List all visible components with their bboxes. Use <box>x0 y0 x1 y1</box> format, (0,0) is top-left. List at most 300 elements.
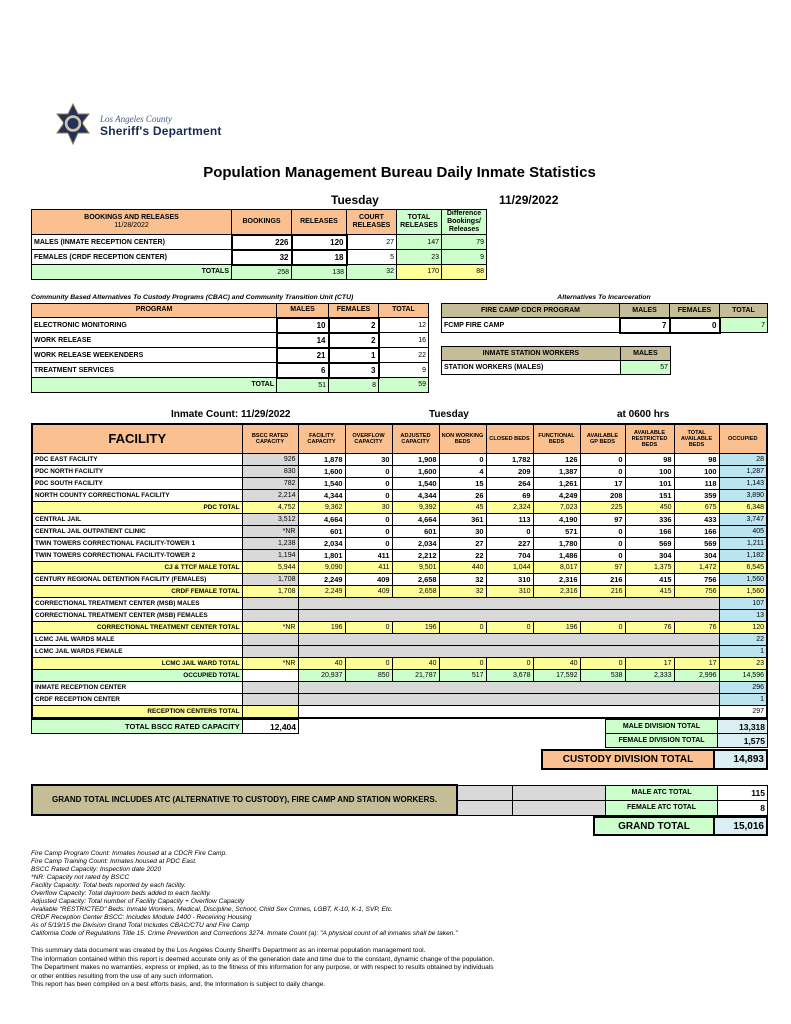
value-cell: 304 <box>674 550 719 562</box>
value-cell: 18 <box>292 250 347 265</box>
value-cell: 98 <box>625 454 674 466</box>
bookings-table <box>31 209 487 280</box>
value-cell: 0 <box>439 658 486 670</box>
value-cell: 76 <box>674 622 719 634</box>
value-cell: 450 <box>625 502 674 514</box>
value-cell: 20,937 <box>298 670 345 682</box>
column-header: FACILITY CAPACITY <box>298 424 345 454</box>
value-cell: 415 <box>625 586 674 598</box>
value-cell: 0 <box>580 466 625 478</box>
report-date-line <box>31 193 768 209</box>
value-cell: 9,362 <box>298 502 345 514</box>
grand-total-band <box>31 784 768 816</box>
facility-row <box>32 682 767 694</box>
value-cell: 30 <box>345 502 392 514</box>
facility-row <box>32 526 767 538</box>
value-cell: 30 <box>345 454 392 466</box>
value-cell: 601 <box>392 526 439 538</box>
column-header: FACILITY <box>32 424 242 454</box>
column-header: PROGRAM <box>32 303 277 318</box>
value-cell: 101 <box>625 478 674 490</box>
value-cell: 2,034 <box>392 538 439 550</box>
value-cell: 1,540 <box>392 478 439 490</box>
value-cell: 601 <box>298 526 345 538</box>
disclaimer-line: This report has been compiled on a best efforts basis, and, the information is subject to daily change. <box>31 981 326 989</box>
value-cell: 704 <box>486 550 533 562</box>
value-cell: 216 <box>580 586 625 598</box>
value-cell: 850 <box>345 670 392 682</box>
facility-row <box>32 694 767 706</box>
table-row <box>594 817 767 835</box>
value-cell: 258 <box>232 265 292 280</box>
column-header: AVAILABLE GP BEDS <box>580 424 625 454</box>
table-header-row <box>32 303 429 318</box>
value-cell: 0 <box>345 490 392 502</box>
merged-cell <box>298 610 719 622</box>
row-label: MALES (INMATE RECEPTION CENTER) <box>32 235 232 250</box>
value-cell: 1,600 <box>392 466 439 478</box>
value-cell: 2,249 <box>298 574 345 586</box>
column-header: TOTAL <box>379 303 429 318</box>
inmate-count-day: Tuesday <box>429 408 469 420</box>
value-cell: 32 <box>439 586 486 598</box>
value-cell: 571 <box>533 526 580 538</box>
value-cell: 1,194 <box>242 550 298 562</box>
value-cell: 126 <box>533 454 580 466</box>
value-cell: 8 <box>718 800 768 815</box>
occupied-cell: 22 <box>719 634 767 646</box>
occupied-cell: 1,287 <box>719 466 767 478</box>
value-cell: 227 <box>486 538 533 550</box>
column-header: Difference Bookings/ Releases <box>442 210 487 235</box>
value-cell: 1,782 <box>486 454 533 466</box>
value-cell: 569 <box>625 538 674 550</box>
column-header: BOOKINGS <box>232 210 292 235</box>
facility-name-cell: OCCUPIED TOTAL <box>32 670 242 682</box>
value-cell: 69 <box>486 490 533 502</box>
merged-cell <box>298 634 719 646</box>
column-header: CLOSED BEDS <box>486 424 533 454</box>
value-cell: 756 <box>674 574 719 586</box>
value-cell: 1,600 <box>298 466 345 478</box>
value-cell: 3,512 <box>242 514 298 526</box>
value-cell: 1,878 <box>298 454 345 466</box>
facility-row <box>32 646 767 658</box>
value-cell: 151 <box>625 490 674 502</box>
cbac-table <box>31 303 429 393</box>
value-cell: 1,486 <box>533 550 580 562</box>
value-cell: 12 <box>379 318 429 333</box>
value-cell: 4,190 <box>533 514 580 526</box>
value-cell <box>242 646 298 658</box>
occupied-cell: 297 <box>719 706 767 719</box>
facility-name-cell: CRDF FEMALE TOTAL <box>32 586 242 598</box>
occupied-cell: 1,143 <box>719 478 767 490</box>
facility-row <box>32 598 767 610</box>
column-header: MALES <box>277 303 329 318</box>
table-row <box>442 318 768 333</box>
facility-name-cell: CORRECTIONAL TREATMENT CENTER (MSB) MALES <box>32 598 242 610</box>
value-cell: 51 <box>277 378 329 393</box>
value-cell: 27 <box>439 538 486 550</box>
value-cell: 2,324 <box>486 502 533 514</box>
grand-total-note: GRAND TOTAL INCLUDES ATC (ALTERNATIVE TO CUSTODY), FIRE CAMP AND STATION WORKERS. <box>32 785 457 815</box>
value-cell: 9,090 <box>298 562 345 574</box>
value-cell: 15 <box>439 478 486 490</box>
empty-cell <box>457 785 512 800</box>
occupied-cell: 3,747 <box>719 514 767 526</box>
agency-header <box>53 104 768 148</box>
occupied-cell: 296 <box>719 682 767 694</box>
value-cell: 1,780 <box>533 538 580 550</box>
occupied-cell: 6,348 <box>719 502 767 514</box>
value-cell: 79 <box>442 235 487 250</box>
value-cell <box>242 610 298 622</box>
value-cell: 1,708 <box>242 586 298 598</box>
value-cell: 216 <box>580 574 625 586</box>
cbac-title: Community Based Alternatives To Custody Programs (CBAC) and Community Transition Unit (CTU) <box>31 293 354 301</box>
value-cell: 4,249 <box>533 490 580 502</box>
value-cell: 170 <box>397 265 442 280</box>
value-cell: 3,678 <box>486 670 533 682</box>
row-label: GRAND TOTAL <box>594 817 714 835</box>
value-cell: 1,708 <box>242 574 298 586</box>
footnote-line: *NR: Capacity not rated by BSCC <box>31 874 130 882</box>
value-cell: 415 <box>625 574 674 586</box>
occupied-cell: 120 <box>719 622 767 634</box>
value-cell: 2 <box>329 333 379 348</box>
value-cell: 310 <box>486 586 533 598</box>
facility-name-cell: CRDF RECEPTION CENTER <box>32 694 242 706</box>
facility-row <box>32 670 767 682</box>
value-cell: 1,044 <box>486 562 533 574</box>
facility-row <box>32 466 767 478</box>
value-cell: 1,908 <box>392 454 439 466</box>
facility-row <box>32 550 767 562</box>
value-cell: 5,944 <box>242 562 298 574</box>
footnote-line: Facility Capacity: Total beds reported by each facility. <box>31 882 186 890</box>
value-cell: 2,658 <box>392 574 439 586</box>
alternatives-title: Alternatives To Incarceration <box>557 293 651 301</box>
value-cell: 2,333 <box>625 670 674 682</box>
value-cell: 0 <box>580 454 625 466</box>
division-totals <box>541 719 768 770</box>
table-header-row <box>32 210 487 235</box>
value-cell <box>242 634 298 646</box>
value-cell: 15,016 <box>714 817 767 835</box>
alternatives-section <box>441 294 767 393</box>
table-row <box>32 785 768 800</box>
value-cell: 0 <box>345 466 392 478</box>
footnote-line: Adjusted Capacity: Total number of Facility Capacity + Overflow Capacity <box>31 898 245 906</box>
value-cell: 336 <box>625 514 674 526</box>
table-header-row <box>442 346 671 360</box>
value-cell: 57 <box>620 360 670 374</box>
facility-row <box>32 622 767 634</box>
facility-row <box>32 538 767 550</box>
table-row <box>32 318 429 333</box>
value-cell: 0 <box>580 538 625 550</box>
table-row <box>32 363 429 378</box>
disclaimer-line: This summary data document was created by the Los Angeles County Sheriff's Department as an internal population management tool. <box>31 947 426 955</box>
row-label: CUSTODY DIVISION TOTAL <box>542 750 714 769</box>
value-cell: *NR <box>242 658 298 670</box>
fire-camp-table <box>441 303 768 334</box>
value-cell: 17 <box>625 658 674 670</box>
value-cell: 1,238 <box>242 538 298 550</box>
bookings-date: 11/28/2022 <box>114 222 149 230</box>
value-cell: 9 <box>379 363 429 378</box>
footnote-line: BSCC Rated Capacity: Inspection date 2020 <box>31 866 162 874</box>
column-header: FEMALES <box>670 303 720 318</box>
value-cell: 4,344 <box>298 490 345 502</box>
column-header: COURT RELEASES <box>347 210 397 235</box>
value-cell: 0 <box>439 454 486 466</box>
value-cell: 4,664 <box>392 514 439 526</box>
value-cell: 517 <box>439 670 486 682</box>
value-cell: 8,017 <box>533 562 580 574</box>
value-cell: 4,752 <box>242 502 298 514</box>
occupied-cell: 1,560 <box>719 574 767 586</box>
facility-name-cell: CENTURY REGIONAL DETENTION FACILITY (FEMALES) <box>32 574 242 586</box>
value-cell: 0 <box>580 526 625 538</box>
value-cell: 8 <box>329 378 379 393</box>
value-cell <box>242 670 298 682</box>
value-cell: 166 <box>674 526 719 538</box>
facility-name-cell: CORRECTIONAL TREATMENT CENTER (MSB) FEMALES <box>32 610 242 622</box>
report-day: Tuesday <box>331 193 379 207</box>
value-cell: 2,214 <box>242 490 298 502</box>
value-cell <box>242 682 298 694</box>
value-cell: 9 <box>442 250 487 265</box>
value-cell: 1 <box>329 348 379 363</box>
value-cell: 209 <box>486 466 533 478</box>
value-cell: 166 <box>625 526 674 538</box>
custody-division-total <box>541 749 768 770</box>
value-cell: 21,787 <box>392 670 439 682</box>
bscc-total-table <box>31 719 299 734</box>
facility-name-cell: PDC SOUTH FACILITY <box>32 478 242 490</box>
value-cell: 4 <box>439 466 486 478</box>
value-cell <box>242 694 298 706</box>
value-cell: 1,540 <box>298 478 345 490</box>
value-cell: 7 <box>620 318 670 333</box>
row-label: WORK RELEASE WEEKENDERS <box>32 348 277 363</box>
value-cell: 30 <box>439 526 486 538</box>
value-cell: 32 <box>439 574 486 586</box>
inmate-count-line <box>31 409 768 423</box>
value-cell: 0 <box>345 622 392 634</box>
row-label: FEMALES (CRDF RECEPTION CENTER) <box>32 250 232 265</box>
value-cell: 0 <box>345 538 392 550</box>
value-cell: 100 <box>674 466 719 478</box>
value-cell: 17 <box>580 478 625 490</box>
facility-header-row <box>32 424 767 454</box>
facility-row <box>32 586 767 598</box>
value-cell: 2,034 <box>298 538 345 550</box>
value-cell: 0 <box>580 658 625 670</box>
value-cell: 208 <box>580 490 625 502</box>
facility-name-cell: RECEPTION CENTERS TOTAL <box>32 706 242 719</box>
column-header: TOTAL AVAILABLE BEDS <box>674 424 719 454</box>
column-header: RELEASES <box>292 210 347 235</box>
value-cell: 40 <box>533 658 580 670</box>
facility-name-cell: PDC EAST FACILITY <box>32 454 242 466</box>
grand-total-table <box>593 816 768 836</box>
occupied-cell: 1,560 <box>719 586 767 598</box>
column-header: MALES <box>620 303 670 318</box>
value-cell: 32 <box>347 265 397 280</box>
facility-row <box>32 610 767 622</box>
value-cell: 22 <box>439 550 486 562</box>
column-header: ADJUSTED CAPACITY <box>392 424 439 454</box>
value-cell: 0 <box>345 514 392 526</box>
footnote-line: Overflow Capacity: Total dayroom beds added to each facility. <box>31 890 211 898</box>
value-cell: 310 <box>486 574 533 586</box>
value-cell: 14,893 <box>714 750 767 769</box>
row-label: ELECTRONIC MONITORING <box>32 318 277 333</box>
value-cell: 76 <box>625 622 674 634</box>
column-header: FEMALES <box>329 303 379 318</box>
value-cell: 756 <box>674 586 719 598</box>
table-row <box>606 720 768 734</box>
column-header: FIRE CAMP CDCR PROGRAM <box>442 303 620 318</box>
value-cell: 196 <box>533 622 580 634</box>
facility-table <box>31 423 768 720</box>
disclaimer-line: The Department makes no warranties, express or implied, as to the fitness of this information for any purpose, or with respect to results obtained by individuals <box>31 964 494 972</box>
value-cell: 2,212 <box>392 550 439 562</box>
value-cell: 120 <box>292 235 347 250</box>
report-page <box>31 0 768 990</box>
value-cell: 23 <box>397 250 442 265</box>
value-cell: 98 <box>674 454 719 466</box>
totals-row <box>32 378 429 393</box>
value-cell: 6 <box>277 363 329 378</box>
row-label: TOTAL <box>32 378 277 393</box>
cbac-section <box>31 294 429 393</box>
footnote-line: CRDF Reception Center BSCC: Includes Module 1400 - Receiving Housing <box>31 914 252 922</box>
value-cell: 569 <box>674 538 719 550</box>
column-header: TOTAL RELEASES <box>397 210 442 235</box>
value-cell: *NR <box>242 622 298 634</box>
row-label: FEMALE ATC TOTAL <box>606 800 718 815</box>
facility-name-cell: LCMC JAIL WARDS FEMALE <box>32 646 242 658</box>
column-header: OCCUPIED <box>719 424 767 454</box>
value-cell: *NR <box>242 526 298 538</box>
value-cell: 0 <box>486 526 533 538</box>
column-header: NON WORKING BEDS <box>439 424 486 454</box>
value-cell: 4,344 <box>392 490 439 502</box>
facility-row <box>32 490 767 502</box>
footnote-line: Fire Camp Training Count: Inmates housed at PDC East. <box>31 858 197 866</box>
value-cell: 97 <box>580 562 625 574</box>
value-cell: 7 <box>720 318 768 333</box>
station-workers-table <box>441 346 671 375</box>
value-cell: 1,261 <box>533 478 580 490</box>
sheriff-star-icon <box>53 103 93 150</box>
value-cell: 411 <box>345 562 392 574</box>
summary-totals <box>31 719 768 770</box>
column-header: BSCC RATED CAPACITY <box>242 424 298 454</box>
occupied-cell: 28 <box>719 454 767 466</box>
merged-cell <box>298 682 719 694</box>
value-cell: 26 <box>439 490 486 502</box>
disclaimer-line: The information contained within this report is deemed accurate only as of the generation date and time due to the constant, dynamic change of the population. <box>31 955 495 963</box>
facility-row <box>32 478 767 490</box>
grand-total-row <box>31 816 768 836</box>
facility-row <box>32 706 767 719</box>
value-cell: 4,664 <box>298 514 345 526</box>
value-cell: 0 <box>345 478 392 490</box>
table-row <box>32 720 299 734</box>
facility-row <box>32 574 767 586</box>
value-cell: 196 <box>392 622 439 634</box>
facility-name-cell: TWIN TOWERS CORRECTIONAL FACILITY-TOWER 2 <box>32 550 242 562</box>
facility-row <box>32 562 767 574</box>
table-row <box>32 250 487 265</box>
report-date: 11/29/2022 <box>499 193 559 207</box>
value-cell: 13,318 <box>718 720 768 734</box>
value-cell <box>242 706 298 719</box>
occupied-cell: 405 <box>719 526 767 538</box>
value-cell: 830 <box>242 466 298 478</box>
value-cell: 113 <box>486 514 533 526</box>
footnote-line: California Code of Regulations Title 15. Crime Prevention and Corrections 3274. Inmate Count (a): "A physical count of all inmates shall be taken." <box>31 930 458 938</box>
page-title: Population Management Bureau Daily Inmate Statistics <box>203 164 596 181</box>
facility-name-cell: PDC TOTAL <box>32 502 242 514</box>
table-row <box>542 750 767 769</box>
occupied-cell: 1,182 <box>719 550 767 562</box>
value-cell: 225 <box>580 502 625 514</box>
value-cell: 40 <box>392 658 439 670</box>
inmate-count-label: Inmate Count: 11/29/2022 <box>171 408 291 420</box>
facility-row <box>32 658 767 670</box>
table-row <box>442 360 671 374</box>
empty-cell <box>512 800 606 815</box>
value-cell: 2 <box>329 318 379 333</box>
bookings-title: BOOKINGS AND RELEASES <box>84 214 179 222</box>
division-totals-table <box>605 719 768 748</box>
value-cell: 12,404 <box>242 720 298 734</box>
facility-row <box>32 454 767 466</box>
value-cell: 1,387 <box>533 466 580 478</box>
value-cell: 5 <box>347 250 397 265</box>
footnote-line: Fire Camp Program Count: Inmates housed at a CDCR Fire Camp. <box>31 850 228 858</box>
footnote-line: Available "RESTRICTED" Beds: Inmate Workers, Medical, Discipline, School, Child Sex Crimes, LGBT, K-10, K-1, SVP, Etc. <box>31 906 393 914</box>
value-cell: 538 <box>580 670 625 682</box>
value-cell: 9,501 <box>392 562 439 574</box>
occupied-cell: 14,596 <box>719 670 767 682</box>
occupied-cell: 13 <box>719 610 767 622</box>
table-row <box>32 333 429 348</box>
facility-name-cell: CENTRAL JAIL OUTPATIENT CLINIC <box>32 526 242 538</box>
merged-cell <box>298 694 719 706</box>
value-cell: 9,392 <box>392 502 439 514</box>
value-cell: 411 <box>345 550 392 562</box>
value-cell: 17,592 <box>533 670 580 682</box>
value-cell: 1,472 <box>674 562 719 574</box>
row-label: TOTAL BSCC RATED CAPACITY <box>32 720 243 734</box>
value-cell: 40 <box>298 658 345 670</box>
value-cell: 17 <box>674 658 719 670</box>
merged-cell <box>298 706 719 719</box>
value-cell: 409 <box>345 586 392 598</box>
column-header: FUNCTIONAL BEDS <box>533 424 580 454</box>
facility-name-cell: LCMC JAIL WARDS MALE <box>32 634 242 646</box>
value-cell: 0 <box>345 658 392 670</box>
occupied-cell: 3,890 <box>719 490 767 502</box>
value-cell: 1,801 <box>298 550 345 562</box>
